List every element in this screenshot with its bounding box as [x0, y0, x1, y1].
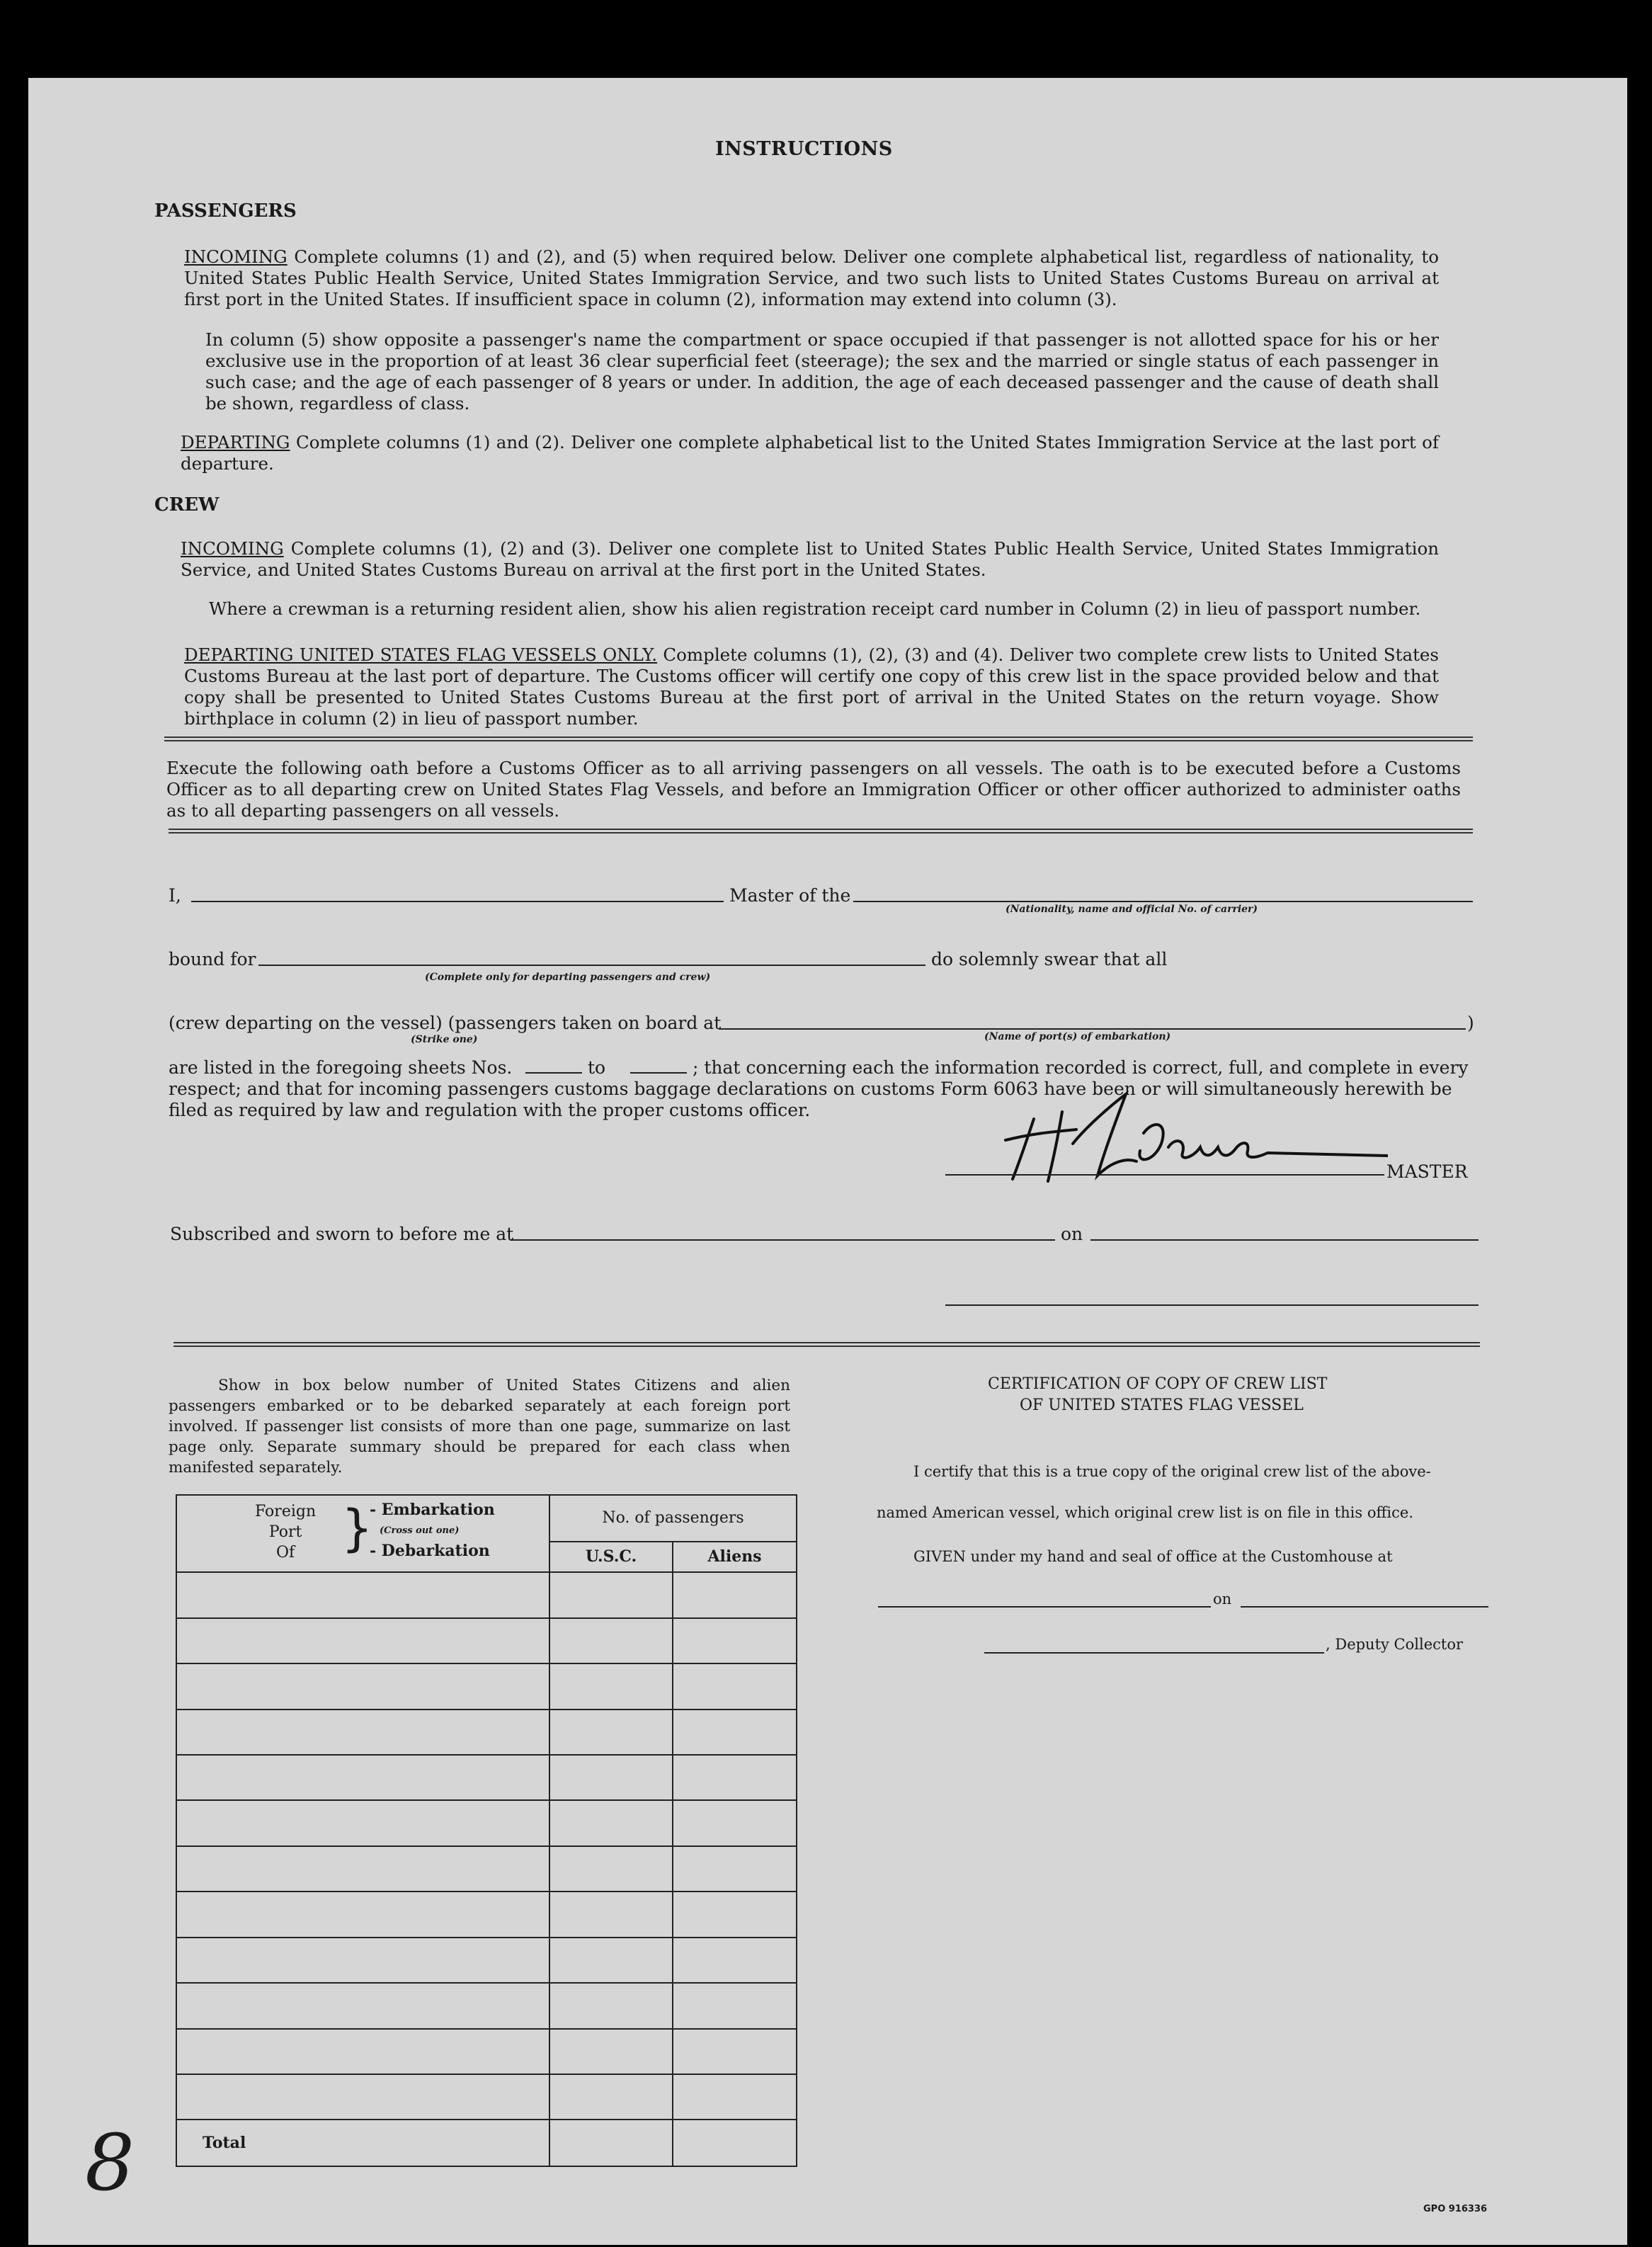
aliens-cell[interactable]: [673, 1663, 797, 1709]
aliens-cell[interactable]: [673, 1618, 797, 1663]
usc-cell[interactable]: [549, 1938, 673, 1983]
usc-cell[interactable]: [549, 2029, 673, 2074]
subscribed-label: Subscribed and sworn to before me at: [170, 1224, 514, 1244]
crew-resident-paragraph: Where a crewman is a returning resident alien, show his alien registration receipt card number in Column (2) in lieu of passport number.: [209, 598, 1421, 619]
master-signature: [991, 1091, 1388, 1197]
page-title: INSTRUCTIONS: [715, 138, 893, 160]
passengers-incoming-lead: INCOMING: [184, 246, 287, 267]
crew-heading: CREW: [154, 494, 220, 516]
port-cell[interactable]: [176, 1618, 549, 1663]
crew-departing-text: Complete columns (1), (2), (3) and (4). Deliver two complete crew lists to United States Customs Bureau at the last port of departure. The Customs officer will certify one copy of this crew list in the space provided below and that copy shall be presented to United States Customs Bureau at the first port of arrival in the United States on the return voyage. Show birthplace in column (2) in lieu of passport number.: [184, 644, 1439, 729]
bound-for-caption: (Complete only for departing passengers and crew): [425, 972, 711, 983]
table-row: [176, 2029, 797, 2074]
deputy-collector-field[interactable]: [984, 1652, 1324, 1654]
aliens-cell[interactable]: [673, 1846, 797, 1892]
aliens-cell[interactable]: [673, 1800, 797, 1845]
header-foreign: Foreign: [255, 1503, 317, 1520]
aliens-cell[interactable]: [673, 2074, 797, 2120]
sheet-from-field[interactable]: [525, 1072, 582, 1074]
officer-signature-line[interactable]: [945, 1304, 1479, 1306]
table-row: [176, 1710, 797, 1755]
port-cell[interactable]: [176, 1983, 549, 2028]
bound-for-label: bound for: [169, 949, 256, 969]
master-label: MASTER: [1386, 1161, 1468, 1182]
header-embarkation: - Embarkation: [370, 1501, 495, 1519]
crew-departing-label: (crew departing on the vessel) (passengers taken on board at: [169, 1013, 722, 1033]
passengers-incoming-text: Complete columns (1) and (2), and (5) when required below. Deliver one complete alphabetical list, regardless of nationality, to United States Public Health Service, United States Immigration Service, and two such lists to United States Customs Bureau on arrival at first port in the United States. If insufficient space in column (2), information may extend into column (3).: [184, 246, 1439, 309]
port-of-embarkation-field[interactable]: [719, 1028, 1466, 1030]
strike-caption: (Strike one): [411, 1034, 478, 1045]
usc-cell[interactable]: [549, 1710, 673, 1755]
certify-line1: I certify that this is a true copy of the original crew list of the above-: [913, 1463, 1431, 1480]
port-cell[interactable]: [176, 2074, 549, 2120]
filed-text: filed as required by law and regulation with the proper customs officer.: [169, 1100, 811, 1120]
aliens-cell[interactable]: [673, 1892, 797, 1937]
usc-cell[interactable]: [549, 1892, 673, 1937]
usc-cell[interactable]: [549, 1572, 673, 1617]
usc-header: U.S.C.: [549, 1542, 673, 1573]
sheet-to-label: to: [588, 1057, 606, 1078]
listed-suffix: ; that concerning each the information recorded is correct, full, and complete in every: [693, 1057, 1469, 1078]
swear-label: do solemnly swear that all: [931, 949, 1168, 969]
sworn-at-field[interactable]: [510, 1239, 1055, 1241]
usc-cell[interactable]: [549, 2074, 673, 2120]
total-row: [176, 2120, 797, 2166]
gpo-number: GPO 916336: [1423, 2204, 1488, 2214]
passengers-heading: PASSENGERS: [154, 200, 297, 222]
section-divider: [164, 736, 1473, 741]
certification-title-line2: OF UNITED STATES FLAG VESSEL: [1020, 1396, 1304, 1414]
lower-divider: [173, 1342, 1480, 1347]
usc-cell[interactable]: [549, 1755, 673, 1800]
header-cross-out: (Cross out one): [380, 1525, 460, 1536]
table-row: [176, 1800, 797, 1845]
crew-departing-lead: DEPARTING UNITED STATES FLAG VESSELS ONLY.: [184, 644, 658, 665]
table-row: [176, 1846, 797, 1892]
master-name-field[interactable]: [191, 901, 724, 902]
aliens-cell[interactable]: [673, 1938, 797, 1983]
passengers-incoming-paragraph: [184, 246, 1439, 310]
aliens-cell[interactable]: [673, 2029, 797, 2074]
port-cell[interactable]: [176, 1892, 549, 1937]
bound-for-field[interactable]: [258, 965, 925, 966]
port-cell[interactable]: [176, 1938, 549, 1983]
usc-cell[interactable]: [549, 1618, 673, 1663]
aliens-cell[interactable]: [673, 1572, 797, 1617]
master-of-the-label: Master of the: [729, 885, 851, 906]
port-cell[interactable]: [176, 1572, 549, 1617]
table-row: [176, 1892, 797, 1937]
summary-instructions: Show in box below number of United States Citizens and alien passengers embarked or to be debarked separately at each foreign port involved. If passenger list consists of more than one page, summarize on last page only. Separate summary should be prepared for each class when manifested separately.: [169, 1377, 790, 1477]
respect-text: respect; and that for incoming passengers customs baggage declarations on customs Form 6063 have been or will simultaneously herewith be: [169, 1079, 1452, 1099]
port-cell[interactable]: [176, 1710, 549, 1755]
port-cell[interactable]: [176, 1800, 549, 1845]
total-usc-cell[interactable]: [549, 2120, 673, 2166]
carrier-caption: (Nationality, name and official No. of carrier): [1006, 904, 1258, 915]
given-text: GIVEN under my hand and seal of office at the Customhouse at: [913, 1548, 1393, 1565]
aliens-cell[interactable]: [673, 1755, 797, 1800]
passengers-departing-paragraph: [181, 432, 1439, 474]
usc-cell[interactable]: [549, 1800, 673, 1845]
table-row: [176, 1755, 797, 1800]
deputy-collector-label: , Deputy Collector: [1326, 1636, 1464, 1653]
passenger-summary-table: [176, 1494, 797, 2167]
brace-glyph: }: [341, 1499, 373, 1557]
aliens-header: Aliens: [673, 1542, 797, 1573]
crew-incoming-paragraph: [181, 538, 1439, 581]
table-row: [176, 1938, 797, 1983]
aliens-cell[interactable]: [673, 1983, 797, 2028]
oath-intro-paragraph: Execute the following oath before a Customs Officer as to all arriving passengers on all vessels. The oath is to be executed before a Customs Officer as to all departing crew on United States Flag Vessels, and before an Immigration Officer or other officer authorized to administer oaths as to all departing passengers on all vessels.: [166, 758, 1461, 821]
certify-line2: named American vessel, which original crew list is on file in this office.: [877, 1504, 1413, 1521]
total-label: Total: [176, 2120, 549, 2166]
table-row: [176, 1618, 797, 1663]
passengers-departing-text: Complete columns (1) and (2). Deliver one complete alphabetical list to the United States Immigration Service at the last port of departure.: [181, 432, 1439, 474]
port-cell[interactable]: [176, 1755, 549, 1800]
header-port: Port: [268, 1523, 302, 1541]
port-cell[interactable]: [176, 2029, 549, 2074]
usc-cell[interactable]: [549, 1846, 673, 1892]
port-cell[interactable]: [176, 1663, 549, 1709]
oath-i-label: I,: [169, 885, 181, 906]
crew-incoming-lead: INCOMING: [181, 538, 284, 559]
table-row: [176, 1572, 797, 1617]
carrier-field[interactable]: [853, 901, 1473, 902]
passengers-departing-lead: DEPARTING: [181, 432, 290, 453]
crew-incoming-text: Complete columns (1), (2) and (3). Deliver one complete list to United States Public Health Service, United States Immigration Service, and United States Customs Bureau on arrival at the first port in the United States.: [181, 538, 1439, 580]
customhouse-field[interactable]: [878, 1606, 1211, 1608]
ports-caption: (Name of port(s) of embarkation): [984, 1031, 1171, 1042]
port-cell[interactable]: [176, 1846, 549, 1892]
sheet-to-field[interactable]: [630, 1072, 687, 1074]
table-row: [176, 2074, 797, 2120]
handwritten-page-number: 8: [85, 2117, 135, 2208]
oath-divider: [169, 829, 1473, 834]
usc-cell[interactable]: [549, 1663, 673, 1709]
usc-cell[interactable]: [549, 1983, 673, 2028]
no-of-passengers-header: No. of passengers: [549, 1495, 797, 1542]
close-paren: ): [1467, 1013, 1474, 1033]
table-row: [176, 1983, 797, 2028]
port-header-cell: [176, 1495, 549, 1572]
header-of: Of: [275, 1544, 295, 1561]
listed-prefix: are listed in the foregoing sheets Nos.: [169, 1057, 513, 1078]
certification-title-line1: CERTIFICATION OF COPY OF CREW LIST: [988, 1375, 1328, 1393]
total-aliens-cell[interactable]: [673, 2120, 797, 2166]
sworn-date-field[interactable]: [1090, 1239, 1479, 1241]
header-debarkation: - Debarkation: [370, 1542, 490, 1560]
table-row: [176, 1663, 797, 1709]
sworn-on-label: on: [1061, 1224, 1083, 1244]
crew-departing-paragraph: [184, 644, 1439, 729]
master-signature-line[interactable]: [945, 1174, 1384, 1176]
passengers-column5-paragraph: In column (5) show opposite a passenger's name the compartment or space occupied if that passenger is not allotted space for his or her exclusive use in the proportion of at least 36 clear superficial feet (steerage); the sex and the married or single status of each passenger in such case; and the age of each passenger of 8 years or under. In addition, the age of each deceased passenger and the cause of death shall be shown, regardless of class.: [205, 329, 1439, 414]
certification-date-field[interactable]: [1241, 1606, 1488, 1608]
aliens-cell[interactable]: [673, 1710, 797, 1755]
certification-on-label: on: [1213, 1591, 1232, 1608]
